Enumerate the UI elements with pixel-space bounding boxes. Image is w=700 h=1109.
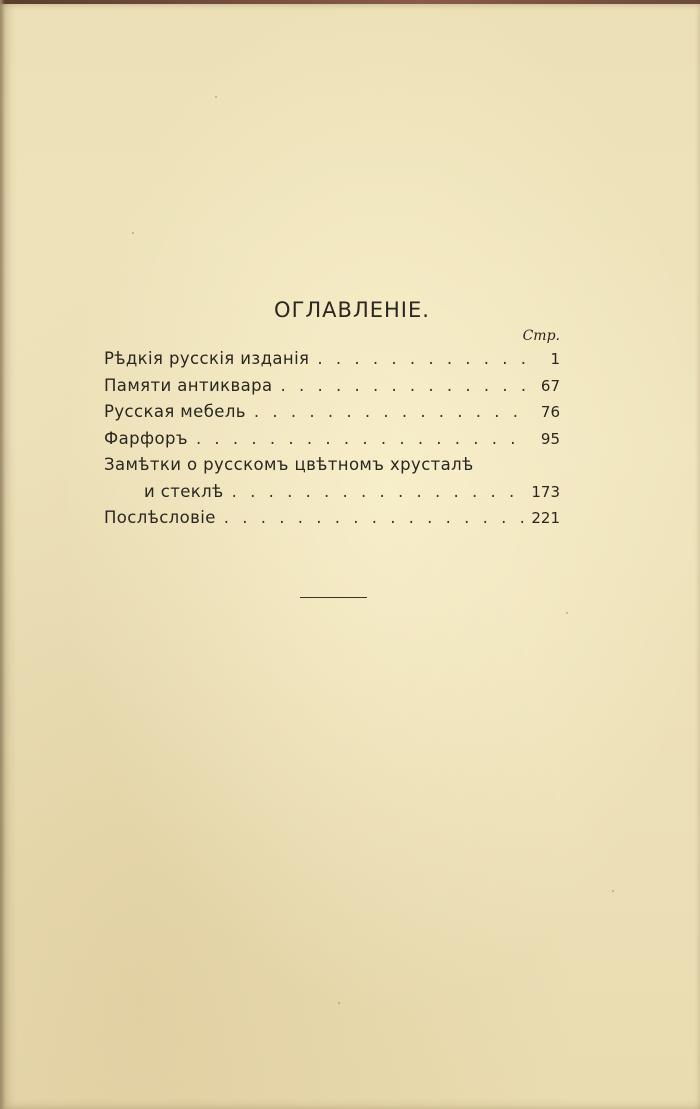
toc-entry [104,373,560,400]
page-binding-edge [0,0,5,1109]
leader-dots [281,373,527,400]
paper-speck [338,1002,340,1004]
separator-rule [300,597,367,598]
leader-dots [196,426,526,453]
page-top-edge [0,0,700,4]
toc-entry-label: Памяти антиквара [104,375,273,395]
leader-dots [254,399,526,426]
toc-entry-page: 76 [540,403,560,421]
toc-entry-page: 67 [540,376,560,395]
table-of-contents [104,296,560,532]
leader-dots [224,505,526,532]
paper-speck [215,96,217,98]
toc-entry-page: 95 [540,429,560,448]
toc-entry-label: Рѣдкiя русскiя изданiя [104,349,310,368]
toc-entry-label: Послѣсловiе [104,508,216,527]
toc-entry [104,346,560,373]
toc-entry [104,479,560,506]
paper-speck [132,232,134,234]
leader-dots [232,479,526,506]
paper-speck [566,612,568,614]
toc-entry [104,399,560,426]
toc-entry-label: Фарфоръ [104,428,188,448]
paper-speck [612,890,614,892]
toc-entry-page: 173 [531,482,560,501]
toc-title: ОГЛАВЛЕНIЕ. [274,298,430,322]
toc-entry-first-line [104,452,560,479]
toc-entry [104,426,560,453]
page-column-label: Стр. [522,328,560,344]
toc-entry-label-continued: и стеклѣ [144,481,224,501]
toc-entry-page: 221 [531,509,560,527]
toc-entry-label: Русская мебель [104,402,246,421]
toc-entry-label: Замѣтки о русскомъ цвѣтномъ хрусталѣ [104,455,474,474]
toc-entry-page: 1 [550,350,560,368]
leader-dots [317,346,526,373]
toc-entry [104,505,560,532]
